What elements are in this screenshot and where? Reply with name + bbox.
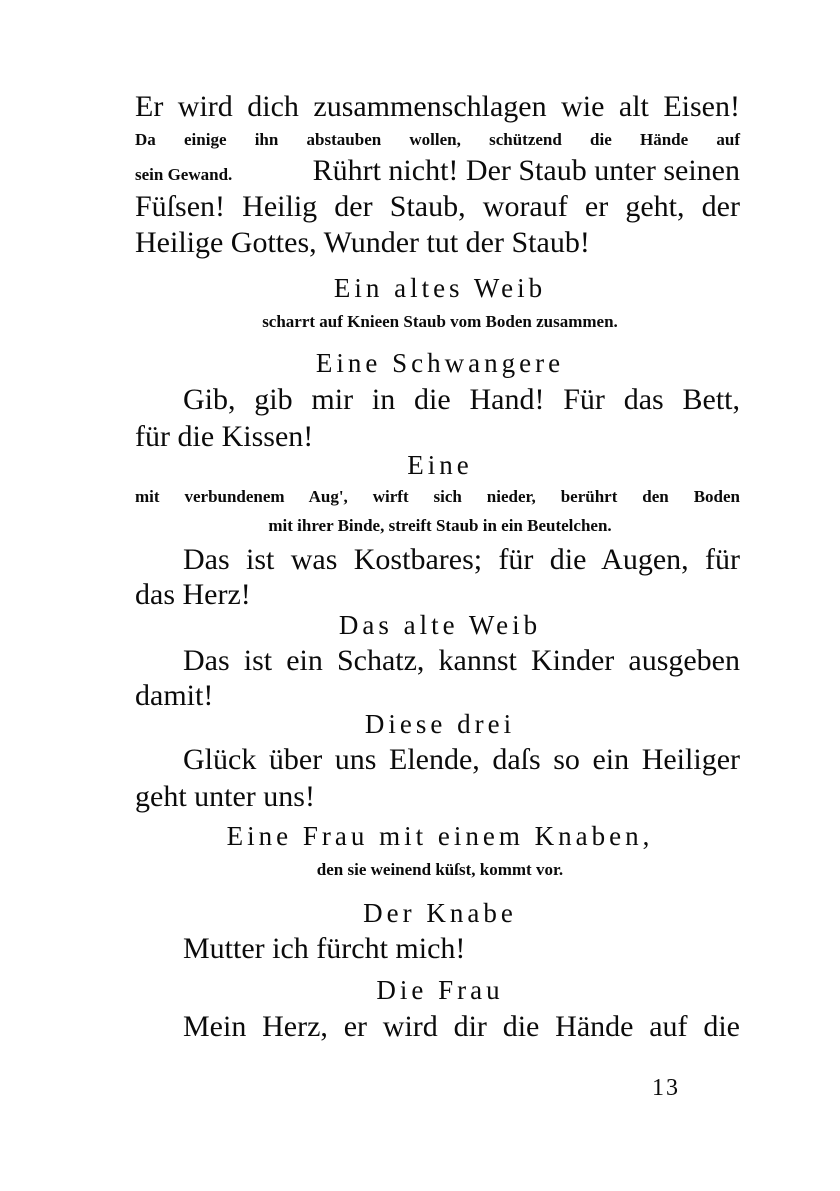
verse-line: das Herz! (135, 578, 251, 611)
verse-line: Füſsen! Heilig der Staub, worauf er geht, der (135, 190, 740, 223)
verse-line: damit! (135, 679, 214, 712)
page-number: 13 (652, 1075, 680, 1101)
verse-line: Mein Herz, er wird dir die Hände auf die (183, 1010, 740, 1043)
stage-direction-line: scharrt auf Knieen Staub vom Boden zusammen. (262, 312, 618, 331)
verse-line: Das ist was Kostbares; für die Augen, für (183, 543, 740, 576)
stage-direction-line: mit verbundenem Aug', wirft sich nieder, berührt den Boden (135, 487, 740, 506)
speaker-heading: Die Frau (376, 975, 504, 1005)
verse-line: Mutter ich fürcht mich! (183, 932, 466, 965)
verse-line: für die Kissen! (135, 420, 314, 453)
speaker-heading: Das alte Weib (338, 610, 542, 640)
verse-line: Gib, gib mir in die Hand! Für das Bett, (183, 383, 740, 416)
stage-direction-line: den sie weinend küſst, kommt vor. (316, 860, 564, 879)
speaker-heading: Eine (407, 450, 473, 480)
verse-line: Heilige Gottes, Wunder tut der Staub! (135, 226, 590, 259)
speaker-heading: Diese drei (364, 709, 516, 739)
mixed-line (135, 156, 740, 186)
stage-direction-line: mit ihrer Binde, streift Staub in ein Beutelchen. (268, 516, 612, 535)
stage-direction-fragment: sein Gewand. (135, 165, 233, 184)
verse-line: Er wird dich zusammenschlagen wie alt Eisen! (135, 90, 740, 123)
verse-fragment: Rührt nicht! Der Staub unter seinen (312, 154, 740, 187)
speaker-heading: Eine Schwangere (315, 348, 565, 378)
speaker-heading: Eine Frau mit einem Knaben, (226, 821, 654, 851)
verse-line: Das ist ein Schatz, kannst Kinder ausgeben (183, 644, 740, 677)
stage-direction-line: Da einige ihn abstauben wollen, schützend die Hände auf (135, 130, 740, 149)
verse-line: geht unter uns! (135, 780, 315, 813)
speaker-heading: Ein altes Weib (333, 273, 547, 303)
verse-line: Glück über uns Elende, daſs so ein Heiliger (183, 743, 740, 776)
speaker-heading: Der Knabe (363, 898, 517, 928)
